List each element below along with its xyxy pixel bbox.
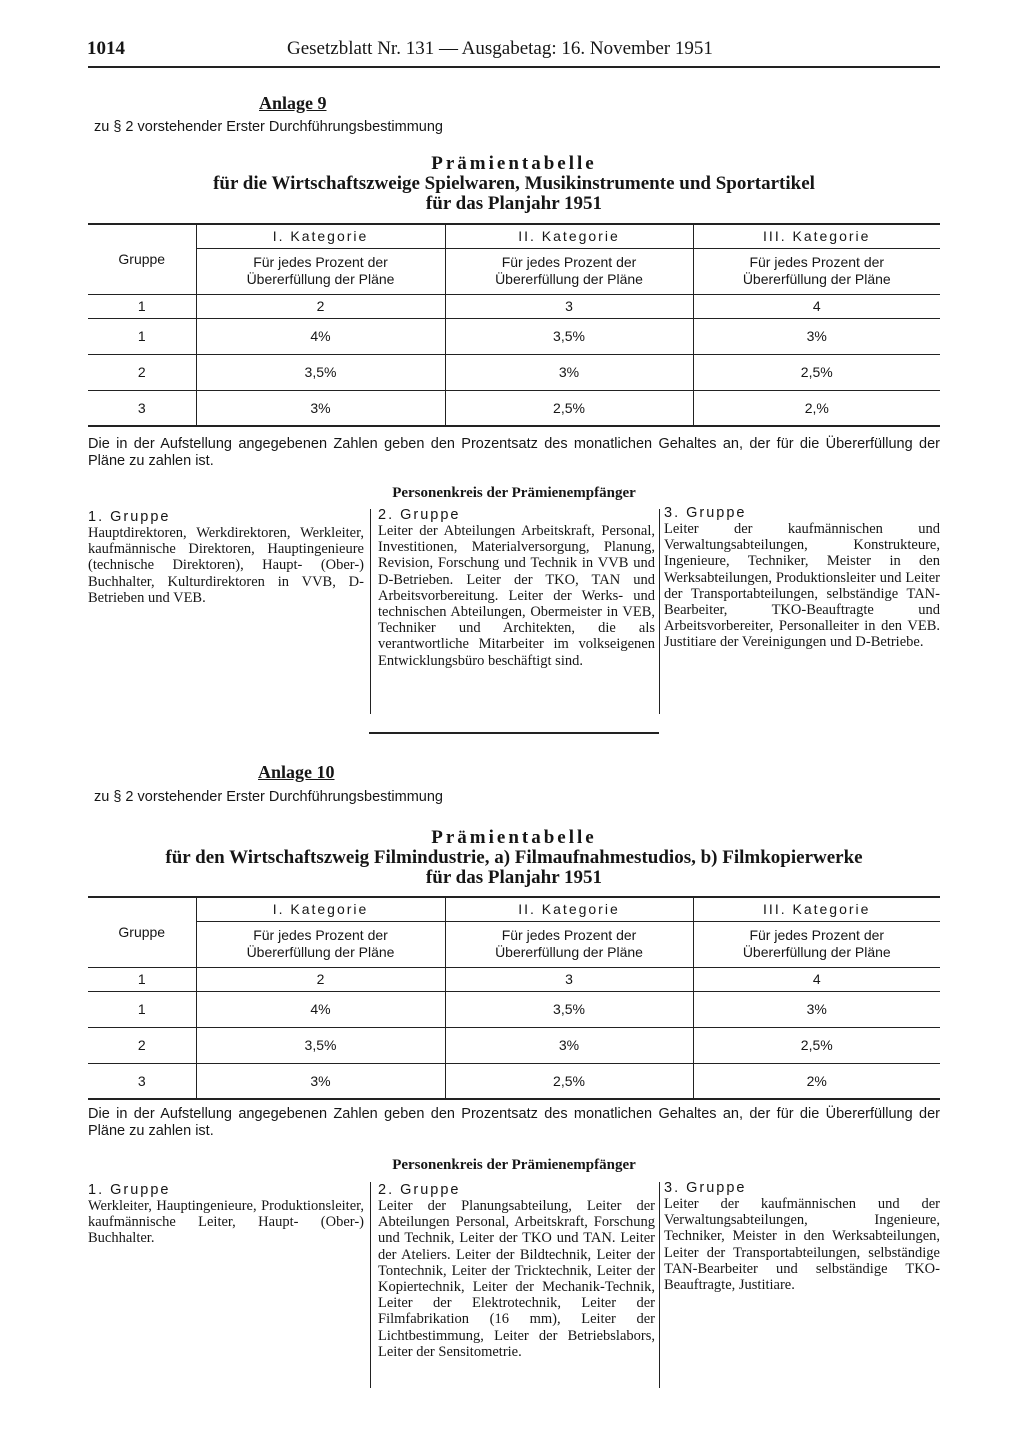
column-number: 1 [88,967,196,991]
group-heading: 2. Gruppe [378,507,461,523]
category-header: I. Kategorie [196,224,445,248]
rate-cell: 3% [693,991,940,1027]
personenkreis-heading: Personenkreis der Prämienempfänger [392,1157,636,1173]
group-3-column [664,1180,940,1293]
rate-cell: 3,5% [445,318,693,354]
group-2-column [378,507,655,669]
column-number: 1 [88,294,196,318]
rate-cell: 2,% [693,390,940,426]
group-description: Hauptdirektoren, Werkdirektoren, Werkleiter, kaufmännische Direktoren, Hauptingenieure (technische Direktoren), Haupt- (Ober-) Buchhalter, Kulturdirektoren in VVB, D-Betrieben und VEB. [88,525,364,606]
group-heading: 1. Gruppe [88,509,171,525]
table-row [88,1027,940,1063]
table-note: Die in der Aufstellung angegebenen Zahlen geben den Prozentsatz des monatlichen Gehaltes an, der für die Übererfüllung der Pläne zu zahlen ist. [88,1106,940,1139]
group-description: Leiter der kaufmännischen und der Verwaltungsabteilungen, Ingenieure, Techniker, Meister in den Werksabteilungen, Leiter der Transportabteilungen, selbständige TAN-Bearbeiter und selbständige TKO-Beauftragte, Justitiare. [664,1196,940,1294]
group-heading: 3. Gruppe [664,505,747,521]
group-description: Leiter der Planungsabteilung, Leiter der Abteilungen Personal, Arbeitskraft, Forschung und Technik, Leiter der TKO und TAN. Leiter der Ateliers. Leiter der Bildtechnik, Leiter der Tontechnik, Leiter der Tricktechnik, Leiter der Kopiertechnik, Leiter der Mechanik-Technik, Leiter der Elektrotechnik, Leiter der Filmfabrikation (16 mm), Leiter der Lichtbestimmung, Leiter der Betriebslabors, Leiter der Sensitometrie. [378,1198,655,1360]
group-description: Leiter der Abteilungen Arbeitskraft, Personal, Investitionen, Materialversorgung, Planung, Revision, Forschung und Technik in VVB und D-Betrieben. Leiter der TKO, TAN und Arbeitsvorbereitung. Leiter der Werks- und technischen Abteilungen, Obermeister in VEB, Techniker und Architekten, die als verantwortliche Mitarbeiter im volkseigenen Entwicklungsbüro beschäftigt sind. [378,523,655,669]
rate-cell: 2,5% [445,1063,693,1099]
column-divider [370,1182,371,1388]
table-year: für das Planjahr 1951 [425,867,603,888]
column-number: 4 [693,294,940,318]
category-subheader: Für jedes Prozent der Übererfüllung der Pläne [196,921,445,967]
group-cell: 3 [88,390,196,426]
group-cell: 1 [88,318,196,354]
rate-cell: 4% [196,318,445,354]
anlage-heading: Anlage 9 [259,93,327,113]
table-note: Die in der Aufstellung angegebenen Zahlen geben den Prozentsatz des monatlichen Gehaltes an, der für die Übererfüllung der Pläne zu zahlen ist. [88,436,940,469]
column-divider [659,509,660,714]
rate-cell: 2,5% [693,1027,940,1063]
column-number: 3 [445,967,693,991]
group-1-column [88,1182,364,1247]
rate-cell: 2,5% [445,390,693,426]
rate-cell: 3,5% [445,991,693,1027]
rate-cell: 3,5% [196,354,445,390]
gruppe-header: Gruppe [88,897,196,967]
group-cell: 2 [88,354,196,390]
group-heading: 1. Gruppe [88,1182,171,1198]
group-2-column [378,1182,655,1360]
personenkreis-heading: Personenkreis der Prämienempfänger [392,485,636,501]
anlage-reference: zu § 2 vorstehender Erster Durchführungsbestimmung [94,789,443,805]
gruppe-header: Gruppe [88,224,196,294]
section-separator [369,732,659,734]
group-description: Werkleiter, Hauptingenieure, Produktionsleiter, kaufmännische Leiter, Haupt- (Ober-) Buchhalter. [88,1198,364,1247]
rate-cell: 3% [445,1027,693,1063]
group-cell: 1 [88,991,196,1027]
group-description: Leiter der kaufmännischen und Verwaltungsabteilungen, Konstrukteure, Ingenieure, Techniker, Meister in den Werksabteilungen, Produktionsleiter und Leiter der Transportabteilungen, selbständige TAN-Bearbeiter, TKO-Beauftragte und Arbeitsvorbereiter, Personalleiter in den VEB. Justitiare der Vereinigungen und D-Betriebe. [664,521,940,651]
column-number: 3 [445,294,693,318]
group-heading: 3. Gruppe [664,1180,747,1196]
premium-table [88,223,940,427]
rate-cell: 2,5% [693,354,940,390]
table-year: für das Planjahr 1951 [425,193,603,214]
table-row [88,1063,940,1099]
column-divider [659,1182,660,1388]
category-subheader: Für jedes Prozent der Übererfüllung der Pläne [196,248,445,294]
rate-cell: 4% [196,991,445,1027]
anlage-reference: zu § 2 vorstehender Erster Durchführungsbestimmung [94,119,443,135]
table-subtitle: für die Wirtschaftszweige Spielwaren, Musikinstrumente und Sportartikel [213,173,815,194]
table-title: Prämientabelle [431,827,597,848]
category-header: III. Kategorie [693,224,940,248]
group-1-column [88,509,364,606]
column-number: 2 [196,967,445,991]
column-number: 4 [693,967,940,991]
table-row [88,318,940,354]
table-subtitle: für den Wirtschaftszweig Filmindustrie, a) Filmaufnahmestudios, b) Filmkopierwerke [165,847,863,868]
column-number: 2 [196,294,445,318]
group-heading: 2. Gruppe [378,1182,461,1198]
anlage-heading: Anlage 10 [258,762,335,782]
table-row [88,354,940,390]
category-subheader: Für jedes Prozent der Übererfüllung der Pläne [693,248,940,294]
table-title: Prämientabelle [431,153,597,174]
rate-cell: 2% [693,1063,940,1099]
group-3-column [664,505,940,651]
category-header: II. Kategorie [445,224,693,248]
category-header: II. Kategorie [445,897,693,921]
header-rule [88,66,940,68]
category-subheader: Für jedes Prozent der Übererfüllung der Pläne [445,921,693,967]
rate-cell: 3% [196,390,445,426]
group-cell: 2 [88,1027,196,1063]
page-number: 1014 [87,38,125,59]
table-row [88,390,940,426]
premium-table [88,896,940,1100]
category-header: I. Kategorie [196,897,445,921]
table-row [88,991,940,1027]
rate-cell: 3% [445,354,693,390]
group-cell: 3 [88,1063,196,1099]
rate-cell: 3,5% [196,1027,445,1063]
column-divider [370,509,371,714]
rate-cell: 3% [693,318,940,354]
category-header: III. Kategorie [693,897,940,921]
category-subheader: Für jedes Prozent der Übererfüllung der Pläne [445,248,693,294]
running-title: Gesetzblatt Nr. 131 — Ausgabetag: 16. November 1951 [287,38,713,59]
category-subheader: Für jedes Prozent der Übererfüllung der Pläne [693,921,940,967]
rate-cell: 3% [196,1063,445,1099]
